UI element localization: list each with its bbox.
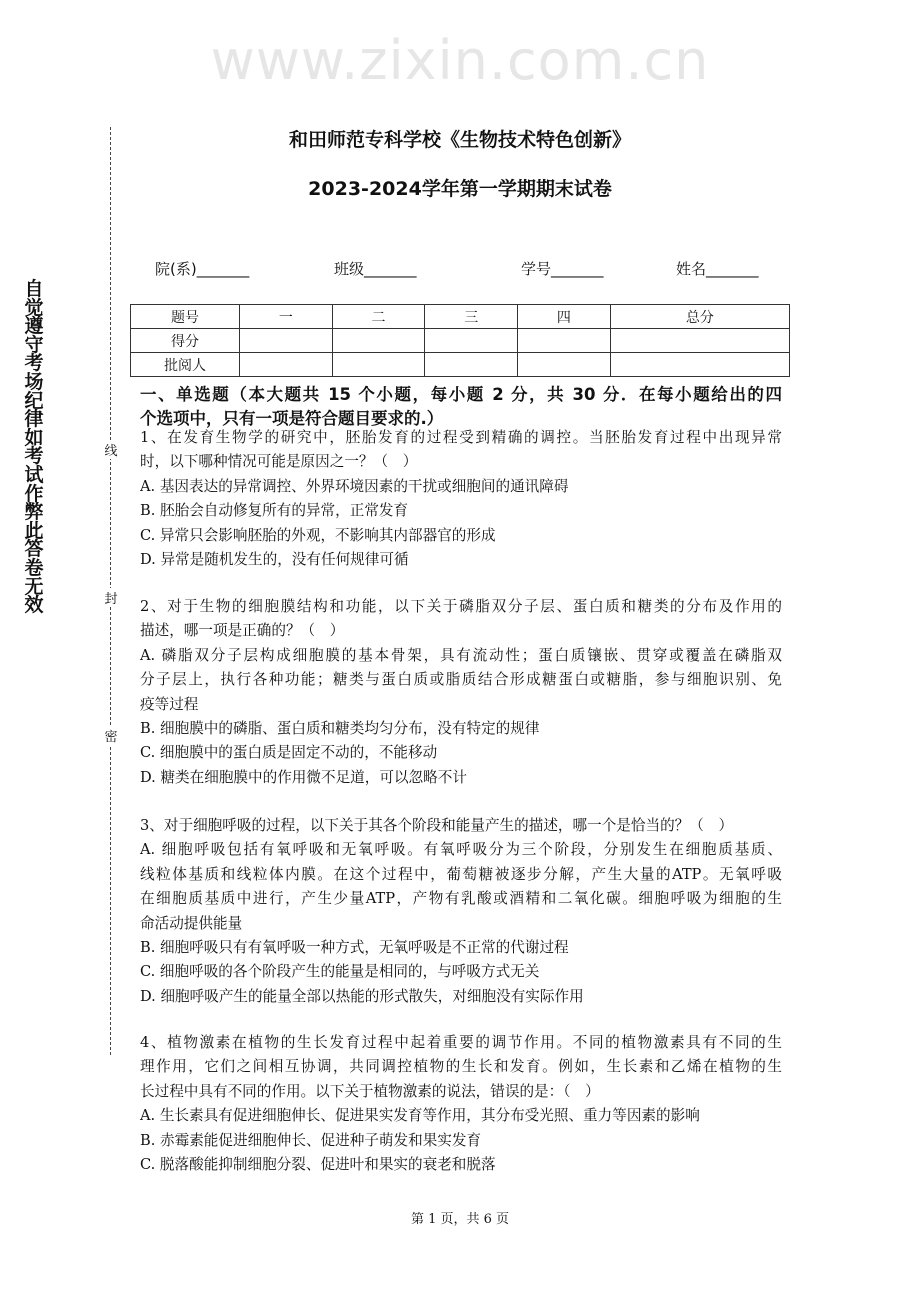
score-table [130,304,790,377]
question-line: 疫等过程 [140,695,199,713]
grader-row [131,353,790,377]
question-stem: 4、植物激素在植物的生长发育过程中起着重要的调节作用。不同的植物激素具有不同的生 [140,1034,782,1051]
dept-field: 院(系)_______ [155,260,250,278]
question-line: 描述，哪一项是正确的？（ ） [140,622,345,640]
question-line: A. 细胞呼吸包括有氧呼吸和无氧呼吸。有氧呼吸分为三个阶段，分别发生在细胞质基质、 [140,841,782,859]
seal-mark-secret: 密 [102,726,120,745]
question-line: C. 细胞膜中的蛋白质是固定不动的，不能移动 [140,744,438,762]
header-cell: 题号 [131,305,240,329]
header-cell: 四 [518,305,611,329]
header-cell: 总分 [610,305,789,329]
section-heading: 个选项中，只有一项是符合题目要求的.） [140,409,444,428]
name-field: 姓名_______ [676,260,759,278]
question-line: D. 细胞呼吸产生的能量全部以热能的形式散失，对细胞没有实际作用 [140,987,584,1005]
page-footer: 第 1 页，共 6 页 [410,1212,510,1227]
question-line: C. 细胞呼吸的各个阶段产生的能量是相同的，与呼吸方式无关 [140,963,540,981]
question-line: B. 赤霉素能促进细胞伸长、促进种子萌发和果实发育 [140,1131,482,1149]
section-heading: 一、单选题（本大题共 15 个小题，每小题 2 分，共 30 分．在每小题给出的四 [140,385,782,404]
seal-mark-seal: 封 [102,588,120,607]
question-line: 长过程中具有不同的作用。以下关于植物激素的说法，错误的是：（ ） [140,1082,600,1100]
question-stem: 2、对于生物的细胞膜结构和功能，以下关于磷脂双分子层、蛋白质和糖类的分布及作用的 [140,598,782,615]
header-cell: 三 [425,305,518,329]
seal-mark-line: 线 [102,440,120,459]
question-line: 命活动提供能量 [140,914,243,932]
question-line: A. 磷脂双分子层构成细胞膜的基本骨架，具有流动性；蛋白质镶嵌、贯穿或覆盖在磷脂双 [140,646,782,664]
question-line: A. 基因表达的异常调控、外界环境因素的干扰或细胞间的通讯障碍 [140,477,569,495]
question-line: C. 异常只会影响胚胎的外观，不影响其内部器官的形成 [140,526,496,544]
row-label: 批阅人 [131,353,240,377]
header-cell: 一 [240,305,333,329]
exam-subtitle: 2023-2024学年第一学期期末试卷 [308,178,612,200]
question-line: 时，以下哪种情况可能是原因之一？（ ） [140,453,418,471]
exam-discipline-notice: 自觉遵守考场纪律如考试作弊此答卷无效 [24,278,44,617]
score-row [131,329,790,353]
question-line: 线粒体基质和线粒体内膜。在这个过程中，葡萄糖被逐步分解，产生大量的ATP。无氧呼吸 [140,865,782,883]
question-line: 理作用，它们之间相互协调，共同调控植物的生长和发育。例如，生长素和乙烯在植物的生 [140,1058,782,1076]
question-stem: 1、在发育生物学的研究中，胚胎发育的过程受到精确的调控。当胚胎发育过程中出现异常 [140,429,782,446]
score-table-header [131,305,790,329]
question-line: C. 脱落酸能抑制细胞分裂、促进叶和果实的衰老和脱落 [140,1156,496,1173]
exam-title: 和田师范专科学校《生物技术特色创新》 [288,129,631,151]
question-line: B. 细胞膜中的磷脂、蛋白质和糖类均匀分布，没有特定的规律 [140,720,540,737]
question-line: B. 胚胎会自动修复所有的异常，正常发育 [140,502,409,520]
header-cell: 二 [332,305,425,329]
question-line: 分子层上，执行各种功能；糖类与蛋白质或脂质结合形成糖蛋白或糖脂，参与细胞识别、免 [140,671,782,689]
question-line: B. 细胞呼吸只有有氧呼吸一种方式，无氧呼吸是不正常的代谢过程 [140,939,569,956]
class-field: 班级_______ [334,260,417,278]
question-line: D. 糖类在细胞膜中的作用微不足道，可以忽略不计 [140,768,467,786]
watermark: www.zixin.com.cn [210,29,710,92]
student-id-field: 学号_______ [521,260,604,278]
row-label: 得分 [131,329,240,353]
question-line: D. 异常是随机发生的，没有任何规律可循 [140,551,409,568]
question-line: 在细胞质基质中进行，产生少量ATP，产物有乳酸或酒精和二氧化碳。细胞呼吸为细胞的生 [140,890,782,908]
question-line: A. 生长素具有促进细胞伸长、促进果实发育等作用，其分布受光照、重力等因素的影响 [140,1107,700,1125]
question-stem: 3、对于细胞呼吸的过程，以下关于其各个阶段和能量产生的描述，哪一个是恰当的？（ ） [140,817,734,834]
